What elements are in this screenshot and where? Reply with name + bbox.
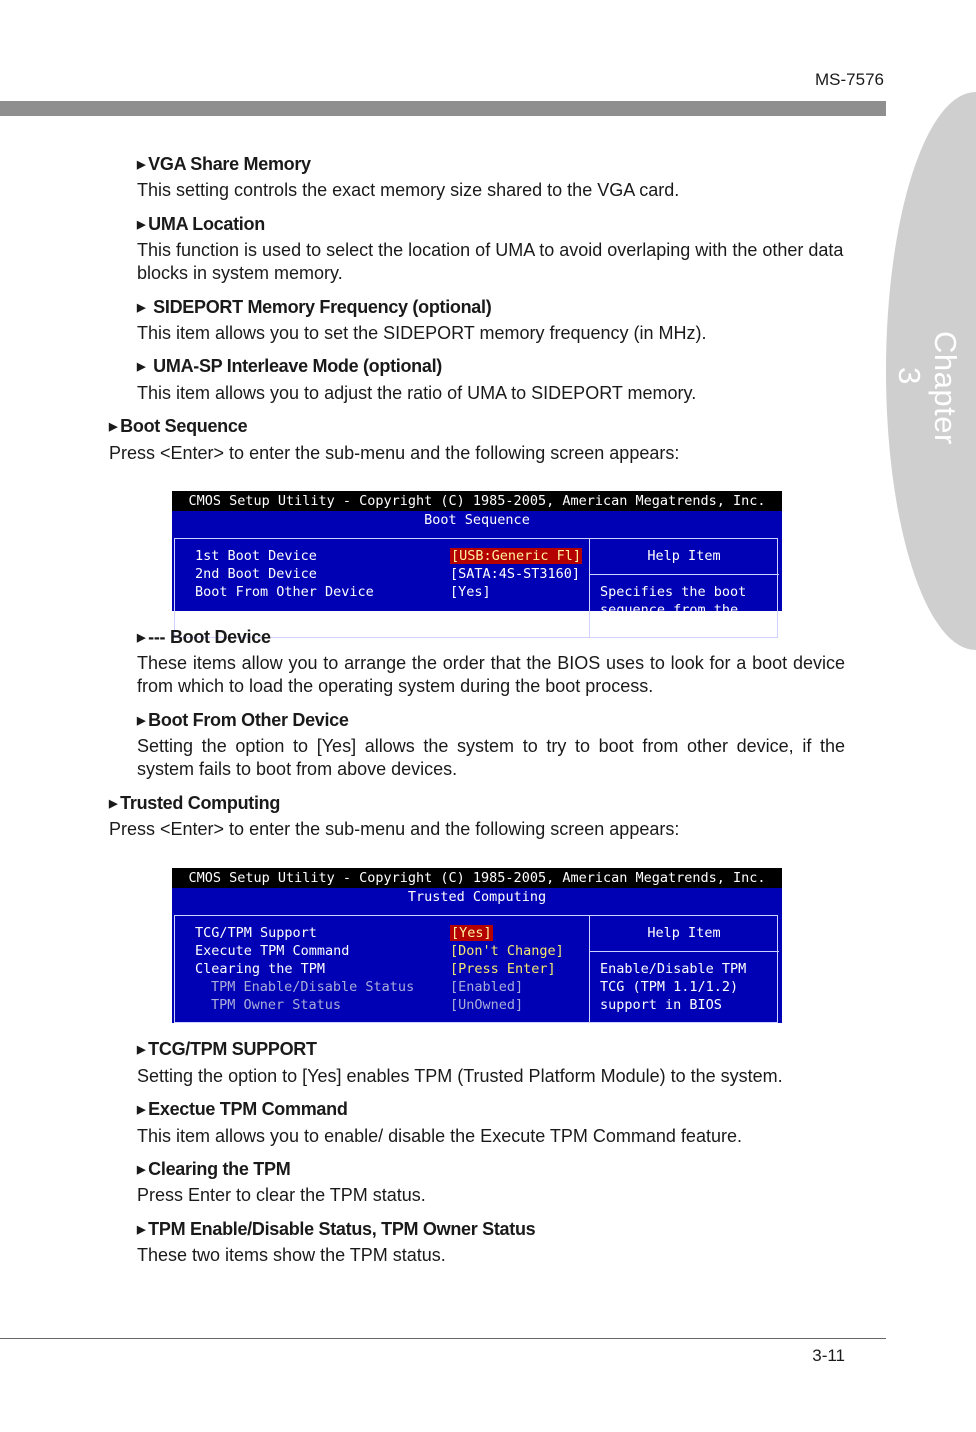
bullet-arrow-icon: ▶ — [137, 302, 146, 314]
bios-row-value: [UnOwned] — [450, 997, 524, 1013]
section-heading: ▶ Boot From Other Device — [137, 710, 349, 730]
bios-help-title: Help Item — [647, 925, 721, 941]
section-heading: ▶ SIDEPORT Memory Frequency (optional) — [137, 297, 492, 317]
footer-rule — [0, 1338, 886, 1339]
bios-subtitle: Trusted Computing — [407, 889, 547, 905]
bios-row-label: Clearing the TPM — [195, 961, 326, 977]
bios-row-value: [Don't Change] — [450, 943, 564, 959]
section-heading: ▶ TPM Enable/Disable Status, TPM Owner Status — [137, 1219, 536, 1239]
bios-row-value: [USB:Generic Fl] — [451, 548, 582, 564]
section-body: These two items show the TPM status. — [137, 1245, 446, 1265]
bios-row-value: [SATA:4S-ST3160] — [450, 566, 581, 582]
bullet-arrow-icon: ▶ — [137, 219, 146, 231]
bios-title: CMOS Setup Utility - Copyright (C) 1985-2005, American Megatrends, Inc. — [172, 491, 782, 511]
bios-row-label: TPM Owner Status — [211, 997, 342, 1013]
section-heading: ▶ UMA-SP Interleave Mode (optional) — [137, 356, 442, 376]
bios-help-text: support in BIOS — [600, 997, 722, 1013]
bios-subtitle: Boot Sequence — [424, 512, 530, 528]
bullet-arrow-icon: ▶ — [137, 361, 146, 373]
section-body: This item allows you to adjust the ratio of UMA to SIDEPORT memory. — [137, 383, 697, 403]
bullet-arrow-icon: ▶ — [137, 1164, 146, 1176]
bullet-arrow-icon: ▶ — [137, 1044, 146, 1056]
bios-row-label: TCG/TPM Support — [195, 925, 317, 941]
bullet-arrow-icon: ▶ — [137, 1104, 146, 1116]
bios-help-text: sequence from the — [600, 602, 739, 618]
section-body: These items allow you to arrange the order that the BIOS uses to look for a boot device from which to load the operating system during the boot process. — [137, 653, 845, 696]
section-body: This setting controls the exact memory size shared to the VGA card. — [137, 180, 680, 200]
section-body: Press Enter to clear the TPM status. — [137, 1185, 426, 1205]
bios-screenshot-boot-sequence — [172, 491, 782, 618]
bullet-arrow-icon: ▶ — [109, 421, 118, 433]
section-heading: ▶ --- Boot Device — [137, 627, 271, 647]
bios-row-value: [Press Enter] — [450, 961, 556, 977]
bios-help-text: TCG (TPM 1.1/1.2) — [600, 979, 739, 995]
bios-row-value: [Enabled] — [450, 979, 524, 995]
section-heading: ▶ Trusted Computing — [109, 793, 281, 813]
bios-help-text: Specifies the boot — [600, 584, 747, 600]
bullet-arrow-icon: ▶ — [137, 159, 146, 171]
section-body: Setting the option to [Yes] allows the system to try to boot from other device, if the system fails to boot from above devices. — [137, 736, 845, 779]
bios-screenshot-trusted-computing — [172, 868, 782, 1023]
bios-row-value: [Yes] — [451, 925, 492, 941]
bios-help-text: Enable/Disable TPM — [600, 961, 747, 977]
section-heading: ▶ UMA Location — [137, 214, 265, 234]
section-body: Press <Enter> to enter the sub-menu and the following screen appears: — [109, 443, 680, 463]
bios-row-label: TPM Enable/Disable Status — [211, 979, 415, 995]
bullet-arrow-icon: ▶ — [109, 798, 118, 810]
bios-row-label: 2nd Boot Device — [195, 566, 317, 582]
section-body: Setting the option to [Yes] enables TPM (Trusted Platform Module) to the system. — [137, 1066, 783, 1086]
bios-row-label: Execute TPM Command — [195, 943, 350, 959]
section-body: This item allows you to set the SIDEPORT memory frequency (in MHz). — [137, 323, 707, 343]
bios-frame — [174, 915, 778, 1023]
section-body: This item allows you to enable/ disable the Execute TPM Command feature. — [137, 1126, 742, 1146]
bios-row-label: Boot From Other Device — [195, 584, 374, 600]
model-number: MS-7576 — [815, 70, 884, 89]
section-body: Press <Enter> to enter the sub-menu and the following screen appears: — [109, 819, 680, 839]
section-body: This function is used to select the location of UMA to avoid overlaping with the other data blocks in system memory. — [137, 240, 844, 283]
section-heading: ▶ Clearing the TPM — [137, 1159, 291, 1179]
page-number: 3-11 — [812, 1346, 845, 1365]
bios-title: CMOS Setup Utility - Copyright (C) 1985-2005, American Megatrends, Inc. — [172, 868, 782, 888]
bios-row-label: 1st Boot Device — [195, 548, 317, 564]
bios-frame — [174, 538, 778, 638]
section-heading: ▶ Exectue TPM Command — [137, 1099, 348, 1119]
bios-row-value: [Yes] — [450, 584, 491, 600]
bios-help-separator — [589, 574, 779, 575]
chapter-tab-label: Chapter 3 — [892, 331, 963, 445]
section-heading: ▶ TCG/TPM SUPPORT — [137, 1039, 317, 1059]
bullet-arrow-icon: ▶ — [137, 715, 146, 727]
section-heading: ▶ Boot Sequence — [109, 416, 248, 436]
header-bar — [0, 101, 886, 116]
bios-help-separator — [589, 951, 779, 952]
bullet-arrow-icon: ▶ — [137, 1224, 146, 1236]
bullet-arrow-icon: ▶ — [137, 632, 146, 644]
section-heading: ▶ VGA Share Memory — [137, 154, 311, 174]
bios-help-title: Help Item — [647, 548, 721, 564]
